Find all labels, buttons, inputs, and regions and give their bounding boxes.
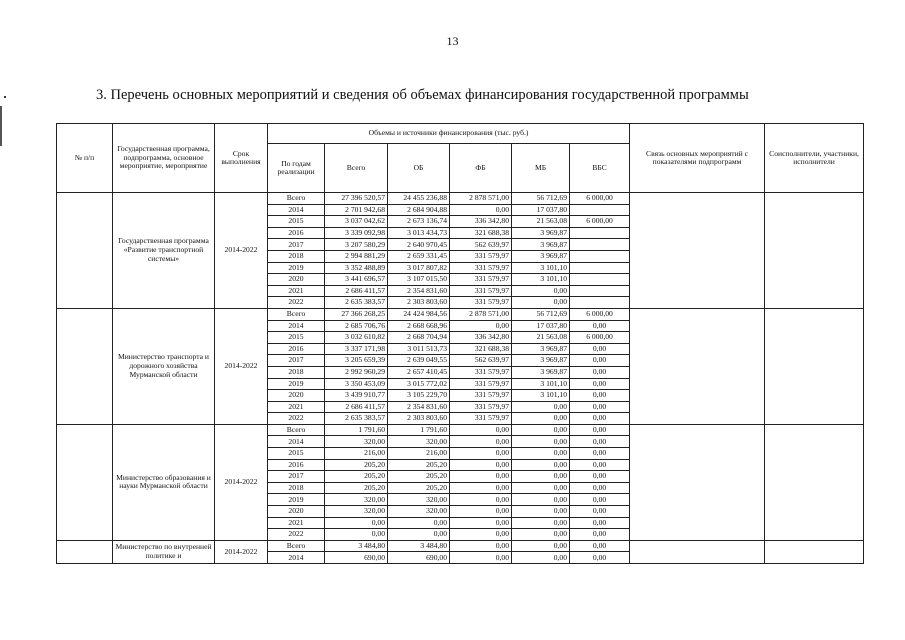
year-cell: 2016: [268, 459, 325, 471]
year-cell: 2016: [268, 343, 325, 355]
group-executors-cell: [765, 540, 864, 563]
total-cell: 3 441 696,57: [325, 274, 388, 286]
header-fb: ФБ: [450, 144, 512, 193]
table-body: [57, 193, 864, 564]
total-cell: 3 032 610,82: [325, 332, 388, 344]
total-cell: 3 339 092,98: [325, 227, 388, 239]
ob-cell: 24 424 984,56: [388, 308, 450, 320]
total-cell: 205,20: [325, 471, 388, 483]
vbs-cell: 0,00: [570, 459, 630, 471]
fb-cell: 336 342,80: [450, 216, 512, 228]
group-link-cell: [630, 540, 765, 563]
header-term: Срок выполнения: [215, 124, 268, 193]
mb-cell: 0,00: [512, 401, 570, 413]
fb-cell: 562 639,97: [450, 355, 512, 367]
header-ob: ОБ: [388, 144, 450, 193]
ob-cell: 24 455 236,88: [388, 193, 450, 205]
mb-cell: 0,00: [512, 552, 570, 564]
ob-cell: 320,00: [388, 506, 450, 518]
mb-cell: 0,00: [512, 529, 570, 541]
year-cell: 2020: [268, 506, 325, 518]
ob-cell: 2 640 970,45: [388, 239, 450, 251]
year-cell: 2017: [268, 471, 325, 483]
vbs-cell: [570, 250, 630, 262]
vbs-cell: 6 000,00: [570, 216, 630, 228]
mb-cell: 0,00: [512, 517, 570, 529]
ob-cell: 2 354 831,60: [388, 401, 450, 413]
vbs-cell: 0,00: [570, 401, 630, 413]
group-num-cell: [57, 424, 113, 540]
total-cell: 320,00: [325, 506, 388, 518]
fb-cell: 0,00: [450, 517, 512, 529]
year-cell: 2022: [268, 413, 325, 425]
total-cell: 2 686 411,57: [325, 285, 388, 297]
mb-cell: 0,00: [512, 413, 570, 425]
fb-cell: 331 579,97: [450, 401, 512, 413]
fb-cell: 0,00: [450, 320, 512, 332]
year-cell: 2022: [268, 297, 325, 309]
fb-cell: 0,00: [450, 494, 512, 506]
section-title: 3. Перечень основных мероприятий и сведения об объемах финансирования государственной программы: [96, 87, 749, 103]
year-cell: 2014: [268, 320, 325, 332]
vbs-cell: 0,00: [570, 413, 630, 425]
margin-line: [0, 106, 2, 146]
vbs-cell: 0,00: [570, 540, 630, 552]
year-cell: 2020: [268, 390, 325, 402]
mb-cell: 0,00: [512, 506, 570, 518]
group-num-cell: [57, 193, 113, 309]
vbs-cell: 0,00: [570, 378, 630, 390]
table-row: [57, 193, 864, 205]
vbs-cell: 0,00: [570, 355, 630, 367]
header-vbs: ВБС: [570, 144, 630, 193]
total-cell: 2 992 960,29: [325, 366, 388, 378]
fb-cell: 0,00: [450, 529, 512, 541]
vbs-cell: 0,00: [570, 390, 630, 402]
table-row: [57, 308, 864, 320]
header-num: № п/п: [57, 124, 113, 193]
fb-cell: 331 579,97: [450, 390, 512, 402]
total-cell: 3 207 580,29: [325, 239, 388, 251]
total-cell: 205,20: [325, 482, 388, 494]
group-link-cell: [630, 308, 765, 424]
year-cell: 2014: [268, 552, 325, 564]
fb-cell: 0,00: [450, 448, 512, 460]
total-cell: 0,00: [325, 529, 388, 541]
vbs-cell: 0,00: [570, 482, 630, 494]
vbs-cell: 0,00: [570, 343, 630, 355]
total-cell: 2 701 942,68: [325, 204, 388, 216]
vbs-cell: 0,00: [570, 494, 630, 506]
fb-cell: 336 342,80: [450, 332, 512, 344]
mb-cell: 0,00: [512, 482, 570, 494]
fb-cell: 0,00: [450, 471, 512, 483]
fb-cell: 0,00: [450, 424, 512, 436]
total-cell: 2 635 383,57: [325, 413, 388, 425]
mb-cell: 56 712,69: [512, 193, 570, 205]
ob-cell: 2 668 668,96: [388, 320, 450, 332]
mb-cell: 21 563,08: [512, 332, 570, 344]
year-cell: 2021: [268, 401, 325, 413]
year-cell: 2021: [268, 285, 325, 297]
vbs-cell: 6 000,00: [570, 332, 630, 344]
ob-cell: 216,00: [388, 448, 450, 460]
year-cell: 2022: [268, 529, 325, 541]
mb-cell: 0,00: [512, 285, 570, 297]
vbs-cell: 0,00: [570, 552, 630, 564]
vbs-cell: 6 000,00: [570, 193, 630, 205]
mb-cell: 3 969,87: [512, 343, 570, 355]
vbs-cell: 0,00: [570, 506, 630, 518]
fb-cell: 331 579,97: [450, 413, 512, 425]
total-cell: 2 994 881,29: [325, 250, 388, 262]
group-term: 2014-2022: [215, 424, 268, 540]
vbs-cell: [570, 285, 630, 297]
ob-cell: 2 657 410,45: [388, 366, 450, 378]
ob-cell: 205,20: [388, 482, 450, 494]
fb-cell: 0,00: [450, 204, 512, 216]
header-program: Государственная программа, подпрограмма, основное мероприятие, мероприятие: [113, 124, 215, 193]
group-num-cell: [57, 308, 113, 424]
total-cell: 2 686 411,57: [325, 401, 388, 413]
fb-cell: 321 688,38: [450, 227, 512, 239]
ob-cell: 2 639 049,55: [388, 355, 450, 367]
total-cell: 3 205 659,39: [325, 355, 388, 367]
vbs-cell: 0,00: [570, 320, 630, 332]
mb-cell: 3 101,10: [512, 390, 570, 402]
header-total: Всего: [325, 144, 388, 193]
fb-cell: 331 579,97: [450, 250, 512, 262]
mb-cell: 0,00: [512, 540, 570, 552]
mb-cell: 0,00: [512, 494, 570, 506]
vbs-cell: 0,00: [570, 424, 630, 436]
group-num-cell: [57, 540, 113, 563]
header-finance: Объемы и источники финансирования (тыс. руб.): [268, 124, 630, 144]
fb-cell: 331 579,97: [450, 262, 512, 274]
mb-cell: 3 969,87: [512, 250, 570, 262]
mb-cell: 3 969,87: [512, 366, 570, 378]
mb-cell: 0,00: [512, 297, 570, 309]
mb-cell: 3 101,10: [512, 274, 570, 286]
year-cell: Всего: [268, 424, 325, 436]
year-cell: 2018: [268, 482, 325, 494]
vbs-cell: 6 000,00: [570, 308, 630, 320]
vbs-cell: 0,00: [570, 517, 630, 529]
total-cell: 2 635 383,57: [325, 297, 388, 309]
fb-cell: 331 579,97: [450, 366, 512, 378]
year-cell: 2015: [268, 448, 325, 460]
year-cell: 2019: [268, 378, 325, 390]
ob-cell: 2 659 331,45: [388, 250, 450, 262]
fb-cell: 2 878 571,00: [450, 308, 512, 320]
mb-cell: 0,00: [512, 436, 570, 448]
fb-cell: 0,00: [450, 459, 512, 471]
group-name: Министерство образования и науки Мурманской области: [113, 424, 215, 540]
year-cell: 2019: [268, 494, 325, 506]
group-name: Министерство транспорта и дорожного хозяйства Мурманской области: [113, 308, 215, 424]
vbs-cell: [570, 297, 630, 309]
total-cell: 1 791,60: [325, 424, 388, 436]
group-term: 2014-2022: [215, 193, 268, 309]
vbs-cell: [570, 227, 630, 239]
year-cell: 2018: [268, 250, 325, 262]
group-term: 2014-2022: [215, 540, 268, 563]
fb-cell: 321 688,38: [450, 343, 512, 355]
table-row: [57, 424, 864, 436]
ob-cell: 0,00: [388, 517, 450, 529]
group-name: Государственная программа «Развитие транспортной системы»: [113, 193, 215, 309]
fb-cell: 0,00: [450, 436, 512, 448]
year-cell: 2018: [268, 366, 325, 378]
total-cell: 3 350 453,09: [325, 378, 388, 390]
vbs-cell: 0,00: [570, 471, 630, 483]
ob-cell: 320,00: [388, 436, 450, 448]
total-cell: 320,00: [325, 494, 388, 506]
ob-cell: 0,00: [388, 529, 450, 541]
year-cell: 2017: [268, 239, 325, 251]
mb-cell: 17 037,80: [512, 204, 570, 216]
total-cell: 320,00: [325, 436, 388, 448]
year-cell: Всего: [268, 308, 325, 320]
year-cell: 2019: [268, 262, 325, 274]
vbs-cell: [570, 262, 630, 274]
header-link: Связь основных мероприятий с показателями подпрограмм: [630, 124, 765, 193]
mb-cell: 0,00: [512, 448, 570, 460]
ob-cell: 2 684 904,88: [388, 204, 450, 216]
total-cell: 3 439 910,77: [325, 390, 388, 402]
ob-cell: 3 013 434,73: [388, 227, 450, 239]
vbs-cell: 0,00: [570, 366, 630, 378]
ob-cell: 320,00: [388, 494, 450, 506]
vbs-cell: [570, 204, 630, 216]
mb-cell: 17 037,80: [512, 320, 570, 332]
total-cell: 205,20: [325, 459, 388, 471]
header-years: По годам реализации: [268, 144, 325, 193]
ob-cell: 3 105 229,70: [388, 390, 450, 402]
group-name: Министерство по внутренней политике и: [113, 540, 215, 563]
ob-cell: 3 484,80: [388, 540, 450, 552]
financing-table: [56, 123, 864, 564]
fb-cell: 0,00: [450, 506, 512, 518]
group-executors-cell: [765, 193, 864, 309]
year-cell: 2015: [268, 216, 325, 228]
total-cell: 3 337 171,98: [325, 343, 388, 355]
mb-cell: 0,00: [512, 424, 570, 436]
mb-cell: 3 101,10: [512, 262, 570, 274]
vbs-cell: 0,00: [570, 448, 630, 460]
group-link-cell: [630, 193, 765, 309]
ob-cell: 3 015 772,02: [388, 378, 450, 390]
ob-cell: 205,20: [388, 471, 450, 483]
group-executors-cell: [765, 424, 864, 540]
ob-cell: 690,00: [388, 552, 450, 564]
mb-cell: 3 969,87: [512, 239, 570, 251]
fb-cell: 331 579,97: [450, 274, 512, 286]
table-row: [57, 540, 864, 552]
vbs-cell: [570, 239, 630, 251]
total-cell: 3 037 042,62: [325, 216, 388, 228]
ob-cell: 2 668 704,94: [388, 332, 450, 344]
vbs-cell: 0,00: [570, 436, 630, 448]
mb-cell: 3 969,87: [512, 227, 570, 239]
year-cell: 2020: [268, 274, 325, 286]
year-cell: Всего: [268, 540, 325, 552]
fb-cell: 2 878 571,00: [450, 193, 512, 205]
fb-cell: 331 579,97: [450, 378, 512, 390]
total-cell: 3 352 488,89: [325, 262, 388, 274]
fb-cell: 0,00: [450, 482, 512, 494]
margin-mark: [4, 96, 6, 98]
vbs-cell: 0,00: [570, 529, 630, 541]
mb-cell: 0,00: [512, 459, 570, 471]
mb-cell: 56 712,69: [512, 308, 570, 320]
ob-cell: 3 107 015,50: [388, 274, 450, 286]
group-executors-cell: [765, 308, 864, 424]
ob-cell: 2 303 803,60: [388, 413, 450, 425]
fb-cell: 0,00: [450, 540, 512, 552]
total-cell: 216,00: [325, 448, 388, 460]
total-cell: 690,00: [325, 552, 388, 564]
group-term: 2014-2022: [215, 308, 268, 424]
mb-cell: 3 101,10: [512, 378, 570, 390]
year-cell: 2021: [268, 517, 325, 529]
year-cell: Всего: [268, 193, 325, 205]
fb-cell: 0,00: [450, 552, 512, 564]
ob-cell: 205,20: [388, 459, 450, 471]
total-cell: 2 685 706,76: [325, 320, 388, 332]
fb-cell: 331 579,97: [450, 285, 512, 297]
group-link-cell: [630, 424, 765, 540]
vbs-cell: [570, 274, 630, 286]
fb-cell: 331 579,97: [450, 297, 512, 309]
mb-cell: 21 563,08: [512, 216, 570, 228]
ob-cell: 1 791,60: [388, 424, 450, 436]
year-cell: 2015: [268, 332, 325, 344]
year-cell: 2014: [268, 204, 325, 216]
total-cell: 27 366 268,25: [325, 308, 388, 320]
ob-cell: 2 354 831,60: [388, 285, 450, 297]
fb-cell: 562 639,97: [450, 239, 512, 251]
ob-cell: 2 303 803,60: [388, 297, 450, 309]
header-mb: МБ: [512, 144, 570, 193]
page-number: 13: [446, 34, 459, 48]
ob-cell: 3 011 513,73: [388, 343, 450, 355]
year-cell: 2016: [268, 227, 325, 239]
header-executors: Соисполнители, участники, исполнители: [765, 124, 864, 193]
mb-cell: 0,00: [512, 471, 570, 483]
total-cell: 0,00: [325, 517, 388, 529]
total-cell: 27 396 520,57: [325, 193, 388, 205]
year-cell: 2017: [268, 355, 325, 367]
total-cell: 3 484,80: [325, 540, 388, 552]
ob-cell: 3 017 807,82: [388, 262, 450, 274]
year-cell: 2014: [268, 436, 325, 448]
mb-cell: 3 969,87: [512, 355, 570, 367]
ob-cell: 2 673 136,74: [388, 216, 450, 228]
